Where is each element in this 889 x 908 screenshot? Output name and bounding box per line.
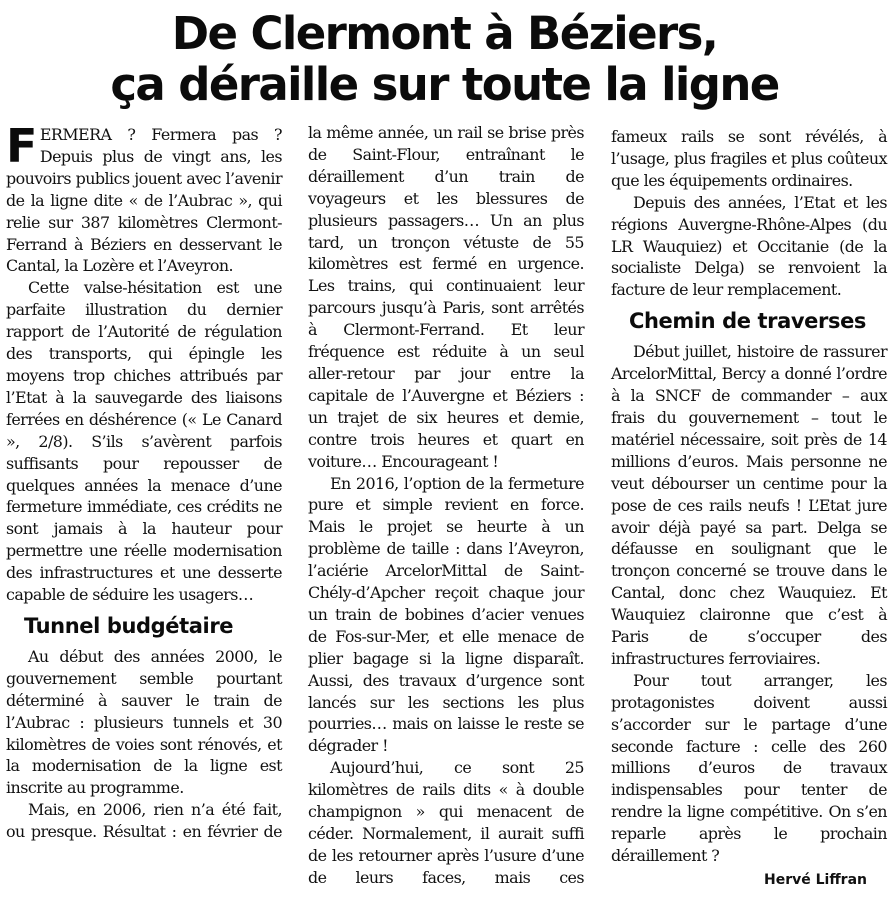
paragraph-6: Aujourd’hui, ce sont 25 kilomètres de rails dits « à double champignon » qui menacent de céder. Normalement, il aurait suffi de les retourner après l’usure d’une de leurs faces, mais ces: [308, 758, 584, 887]
article-column-1: [6, 119, 282, 843]
paragraph-5: En 2016, l’option de la fermeture pure et simple revient en force. Mais le projet se heurte à un problème de taille : dans l’Aveyron, l’aciérie ArcelorMittal de Saint-Chély-d’Apcher reçoit chaque jour un train de bobines d’acier venues de Fos-sur-Mer, et elle menace de plier bagage si la ligne disparaît. Aussi, des travaux d’urgence sont lancés sur les sections les plus pourries… mais on laisse le reste se dégrader !: [308, 473, 584, 756]
paragraph-3: Au début des années 2000, le gouvernement semble pourtant déterminé à sauver le train de l’Aubrac : plusieurs tunnels et 30 kilomètres de voies sont rénovés, et la modernisation de la ligne est inscrite au programme.: [6, 646, 282, 798]
paragraph-4-continued: la même année, un rail se brise près de Saint-Flour, entraînant le déraillement d’un train de voyageurs et les blessures de plusieurs passagers… Un an plus tard, un tronçon vétuste de 55 kilomètres est fermé en urgence. Les trains, qui continuaient leur parcours jusqu’à Paris, sont arrêtés à Clermont-Ferrand. Et leur fréquence est réduite à un seul aller-retour par jour entre la capitale de l’Auvergne et Béziers : un trajet de six heures et demie, contre trois heures et quart en voiture… Encourageant !: [308, 123, 584, 471]
drop-cap: F: [6, 119, 37, 173]
paragraph-8: Début juillet, histoire de rassurer ArcelorMittal, Bercy a donné l’ordre à la SNCF de commander – aux frais du gouvernement – tout le matériel nécessaire, soit près de 14 millions d’euros. Mais personne ne veut débourser un centime pour la pose de ces rails neufs ! L’Etat jure avoir déjà payé sa part. Delga se défausse en soulignant que le tronçon concerné se trouve dans le Cantal, donc chez Wauquiez. Et Wauquiez claironne que c’est à Paris de s’occuper des infrastructures ferroviaires.: [611, 342, 887, 668]
paragraph-7: Depuis des années, l’Etat et les régions Auvergne-Rhône-Alpes (du LR Wauquiez) et Occitanie (de la socialiste Delga) se renvoient la facture de leur remplacement.: [611, 192, 887, 300]
article-column-3: [611, 126, 887, 889]
paragraph-6-continued: fameux rails se sont révélés, à l’usage, plus fragiles et plus coûteux que les équipements ordinaires.: [611, 127, 887, 190]
subheading-tunnel: Tunnel budgétaire: [24, 613, 234, 638]
headline-line-2: ça déraille sur toute la ligne: [110, 58, 779, 111]
paragraph-2: Cette valse-hésitation est une parfaite illustration du dernier rapport de l’Autorité de régulation des transports, qui épingle les moyens trop chiches attribués par l’Etat à la sauvegarde des liaisons ferrées en déshérence (« Le Canard », 2/8). S’ils s’avèrent parfois suffisants pour repousser de quelques années la menace d’une fermeture immédiate, ces crédits ne sont jamais à la hauteur pour permettre une réelle modernisation des infrastructures et une desserte capable de séduire les usagers…: [6, 278, 282, 605]
headline-line-1: De Clermont à Béziers,: [171, 7, 718, 60]
subheading-chemin: Chemin de traverses: [629, 309, 867, 334]
intro-text: Fermera pas ? Depuis plus de vingt ans, les pouvoirs publics jouent avec l’avenir de la ligne dite « de l’Aubrac », qui relie sur 387 kilomètres Clermont-Ferrand à Béziers en desservant le Cantal, la Lozère et l’Aveyron.: [6, 125, 282, 276]
article-headline: [0, 8, 889, 110]
paragraph-4: Mais, en 2006, rien n’a été fait, ou presque. Résultat : en février de: [6, 800, 282, 842]
author-signature: Hervé Liffran: [764, 872, 867, 888]
lead-word: ERMERA ?: [39, 125, 136, 144]
intro-paragraph: [6, 119, 282, 277]
article-column-2: [308, 122, 584, 889]
paragraph-9: Pour tout arranger, les protagonistes doivent aussi s’accorder sur le partage d’une seconde facture : celle des 260 millions d’euros de travaux indispensables pour tenter de rendre la ligne compétitive. On s’en reparle après le prochain déraillement ?: [611, 670, 887, 866]
